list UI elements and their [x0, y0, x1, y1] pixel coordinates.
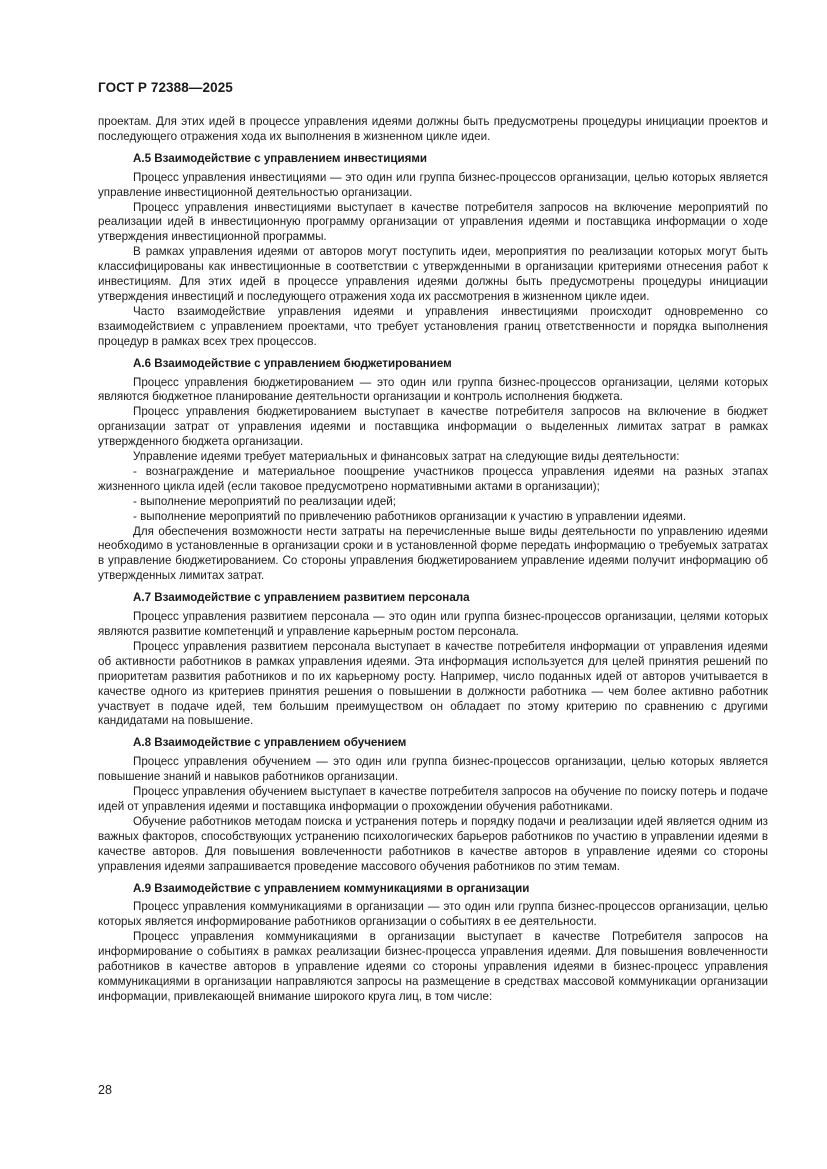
- list-item: - выполнение мероприятий по привлечению работников организации к участию в управлении идеями.: [133, 509, 687, 523]
- paragraph: Процесс управления коммуникациями в организации — это один или группа бизнес-процессов организации, целью которых является информирование работников организации о событиях в ее деятельности.: [98, 900, 768, 929]
- paragraph: Процесс управления коммуникациями в организации выступает в качестве Потребителя запросов на информирование о событиях в рамках реализации бизнес-процесса управления идеями. Для повышения вовлеченности работников в качестве авторов в управление идеями со стороны управления идеями в бизнес-процесс управления коммуникациями в организации направляются запросы на размещение в средствах массовой коммуникации организации информации, привлекающей внимание широкого круга лиц, в том числе:: [98, 930, 768, 1003]
- page-number: 28: [98, 1083, 112, 1097]
- paragraph: В рамках управления идеями от авторов могут поступить идеи, мероприятия по реализации которых могут быть классифицированы как инвестиционные в соответствии с утвержденными в организации критериями отнесения работ к инвестициям. Для этих идей в процессе управления идеями должны быть предусмотрены процедуры инициации утверждения инвестиций и последующего отражения хода их рассмотрения в жизненном цикле идеи.: [98, 245, 768, 303]
- paragraph: Для обеспечения возможности нести затраты на перечисленные выше виды деятельности по управлению идеями необходимо в установленные в организации сроки и в установленной форме передать информацию о требуемых затратах в управление бюджетированием. Со стороны управления бюджетированием управление идеями получит информацию об утвержденных лимитах затрат.: [98, 524, 768, 583]
- paragraph: Процесс управления обучением — это один или группа бизнес-процессов организации, целью которых является повышение знаний и навыков работников организации.: [98, 755, 768, 784]
- paragraph: Часто взаимодействие управления идеями и управления инвестициями происходит одновременно со взаимодействием с управлением проектами, что требует установления границ ответственности и порядка выполнения процедур в рамках всех трех процессов.: [98, 304, 768, 348]
- list-item: - вознаграждение и материальное поощрение участников процесса управления идеями на разных этапах жизненного цикла идей (если таковое предусмотрено нормативными актами в организации);: [98, 464, 768, 493]
- paragraph: Процесс управления развитием персонала выступает в качестве потребителя информации от управления идеями об активности работников в рамках управления идеями. Эта информация используется для целей принятия решений по приоритетам развития работников и по их карьерному росту. Например, число поданных идей от авторов учитывается в качестве одного из критериев принятия решения о повышении в должности работника — чем более активно работник участвует в подаче идей, тем большим преимуществом он обладает по этому критерию по сравнению с другими кандидатами на повышение.: [98, 639, 768, 728]
- paragraph: Управление идеями требует материальных и финансовых затрат на следующие виды деятельности:: [133, 450, 680, 464]
- section-heading-a8: А.8 Взаимодействие с управлением обучением: [133, 736, 407, 750]
- section-heading-a6: А.6 Взаимодействие с управлением бюджетированием: [133, 356, 452, 370]
- list-item: - выполнение мероприятий по реализации идей;: [133, 494, 396, 508]
- paragraph: Процесс управления бюджетированием выступает в качестве потребителя запросов на включение в бюджет организации затрат от управления идеями и поставщика информации о выделенных лимитах затрат в рамках утвержденного бюджета организации.: [98, 405, 768, 449]
- section-heading-a7: А.7 Взаимодействие с управлением развитием персонала: [133, 591, 470, 605]
- document-header: ГОСТ Р 72388—2025: [98, 80, 233, 95]
- document-body: [98, 115, 768, 1005]
- paragraph: Процесс управления инвестициями выступает в качестве потребителя запросов на включение мероприятий по реализации идей в инвестиционную программу организации от управления идеями и поставщика информации о ходе утверждения инвестиционной программы.: [98, 200, 768, 244]
- section-heading-a9: А.9 Взаимодействие с управлением коммуникациями в организации: [133, 881, 530, 895]
- paragraph: Процесс управления инвестициями — это один или группа бизнес-процессов организации, целью которых является управление инвестиционной деятельностью организации.: [98, 170, 768, 199]
- paragraph: Процесс управления развитием персонала — это один или группа бизнес-процессов организации, целями которых являются развитие компетенций и управление карьерным ростом персонала.: [98, 610, 768, 638]
- paragraph: Процесс управления бюджетированием — это один или группа бизнес-процессов организации, целями которых являются бюджетное планирование деятельности организации и контроль исполнения бюджета.: [98, 375, 768, 404]
- paragraph: Процесс управления обучением выступает в качестве потребителя запросов на обучение по поиску потерь и подаче идей от управления идеями и поставщика информации о прохождении обучения работниками.: [98, 785, 768, 813]
- paragraph: Обучение работников методам поиска и устранения потерь и порядку подачи и реализации идей является одним из важных факторов, способствующих устранению психологических барьеров работников по участию в управлении идеями в качестве авторов. Для повышения вовлеченности работников в качестве авторов в управление идеями со стороны управления идеями запрашивается проведение массового обучения работников по этим темам.: [98, 814, 768, 873]
- paragraph: проектам. Для этих идей в процессе управления идеями должны быть предусмотрены процедуры инициации проектов и последующего отражения хода их выполнения в жизненном цикле идеи.: [98, 115, 768, 143]
- section-heading-a5: А.5 Взаимодействие с управлением инвестициями: [133, 151, 428, 165]
